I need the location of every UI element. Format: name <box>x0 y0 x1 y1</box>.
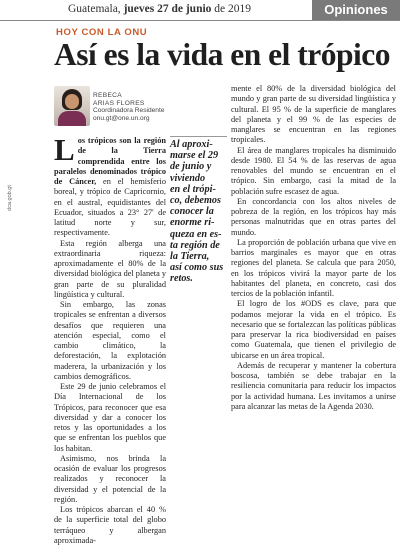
pull-quote-line: queza en es- <box>170 228 222 240</box>
body-paragraph: Sin embargo, las zonas tropicales se enfrentan a diversos desafíos que requieren una atención especial, como el cambio climático, la deforestación, la explotación maderera, la urbanización y los cambios demográficos. <box>54 300 166 381</box>
author-photo <box>54 86 90 126</box>
pull-quote-line: Al aproxi- <box>170 139 213 150</box>
author-photo-face <box>65 94 79 109</box>
body-paragraph: El logro de los #ODS es clave, para que podamos mejorar la vida en el trópico. Es necesario que se fortalezcan las políticas públicas para preservar la rica biodiversidad en países como Guatemala, que tienen el privilegio de ubicarse en un área tropical. <box>231 299 396 360</box>
headline: Así es la vida en el trópico <box>54 37 390 72</box>
side-credit <box>5 170 15 230</box>
body-paragraph: Asimismo, nos brinda la ocasión de evaluar los progresos realizados y reconocer la diversidad y el potencial de la región. <box>54 453 166 504</box>
header-rule <box>0 20 400 21</box>
body-paragraph: El área de manglares tropicales ha disminuido desde 1980. El 54 % de las reservas de agua renovables del mundo se encuentran en el trópico. Sin embargo, casi la mitad de la población sufre escasez de agua. <box>231 145 396 196</box>
section-tag: Opiniones <box>312 0 400 20</box>
author-email: onu.gt@one.un.org <box>93 114 150 122</box>
lead-rest-text: en el hemisferio boreal, y trópico de Capricornio, en el austral, equidistantes del Ecuador, situados a 23° 27' de latitud norte y sur, respectivamente. <box>54 177 166 238</box>
pull-quote-line: en el trópi- <box>170 183 216 195</box>
pull-quote-line: así como sus <box>170 262 224 274</box>
side-credit-text: dca.gob.gt <box>7 185 13 211</box>
pull-quote-line: enorme ri- <box>170 217 215 229</box>
drop-cap: L <box>54 132 75 167</box>
byline <box>93 92 164 122</box>
pull-quote <box>170 136 227 285</box>
body-paragraph: Además de recuperar y mantener la cobertura boscosa, también se debe trabajar en la resiliencia comunitaria para reducir los impactos por la actividad humana. Les invitamos a unirse para alcanzar las metas de la Agenda 2030. <box>231 360 396 411</box>
body-paragraph: La proporción de población urbana que vive en barrios marginales es mayor que en otras regiones del planeta. Se calcula que para 2050, en los trópicos vivirá la mayor parte de los habitantes del planeta, en concreto, casi dos tercios de la población infantil. <box>231 237 396 298</box>
pull-quote-line: ta región de <box>170 239 220 251</box>
author-photo-body <box>58 111 86 126</box>
dateline <box>68 3 251 15</box>
pull-quote-line: la Tierra, <box>170 251 210 263</box>
dateline-date: jueves 27 de junio <box>123 3 212 15</box>
column-kicker: HOY CON LA ONU <box>56 27 148 38</box>
pull-quote-line: retos. <box>170 273 193 285</box>
pull-quote-line: conocer la <box>170 206 214 218</box>
pull-quote-line: co, debemos <box>170 195 221 207</box>
body-paragraph: En concordancia con los altos niveles de pobreza de la región, en los trópicos hay más personas malnutridas que en otras partes del mundo. <box>231 196 396 237</box>
lead-bold-text: os trópicos son la región de la Tierra comprendida entre los paralelos denominados trópico de Cáncer, <box>54 136 166 186</box>
pull-quote-line: de junio y <box>170 161 212 173</box>
body-paragraph: Los trópicos abarcan el 40 % de la superficie total del globo terráqueo y albergan aproximada- <box>54 505 166 545</box>
dateline-city: Guatemala, <box>68 3 121 15</box>
pull-quote-line: marse el 29 <box>170 150 219 162</box>
body-paragraph: mente el 80% de la diversidad biológica del mundo y gran parte de su diversidad lingüística y cultural. El 95 % de la superficie de manglares del planeta y el 99 % de las especies de manglares se encuentran en las regiones tropicales. <box>231 84 396 145</box>
body-paragraph: Este 29 de junio celebramos el Día Internacional de los Trópicos, para reconocer que esa diversidad y dar a conocer los retos y las oportunidades a los que se enfrentan los pueblos que los habitan. <box>54 382 166 453</box>
author-last-name: ARIAS FLORES <box>93 99 145 107</box>
author-first-name: REBECA <box>93 92 122 99</box>
dateline-year: de 2019 <box>214 3 252 15</box>
page-header <box>0 0 400 20</box>
author-role: Coordinadora Residente <box>93 107 165 115</box>
column-1 <box>54 132 166 546</box>
column-3 <box>231 84 396 412</box>
lead-paragraph <box>54 132 166 239</box>
body-paragraph: Esta región alberga una extraordinaria riqueza: aproximadamente el 80% de la diversidad biológica del planeta y gran parte de su pluralidad lingüística y cultural. <box>54 238 166 299</box>
pull-quote-line: viviendo <box>170 172 206 184</box>
